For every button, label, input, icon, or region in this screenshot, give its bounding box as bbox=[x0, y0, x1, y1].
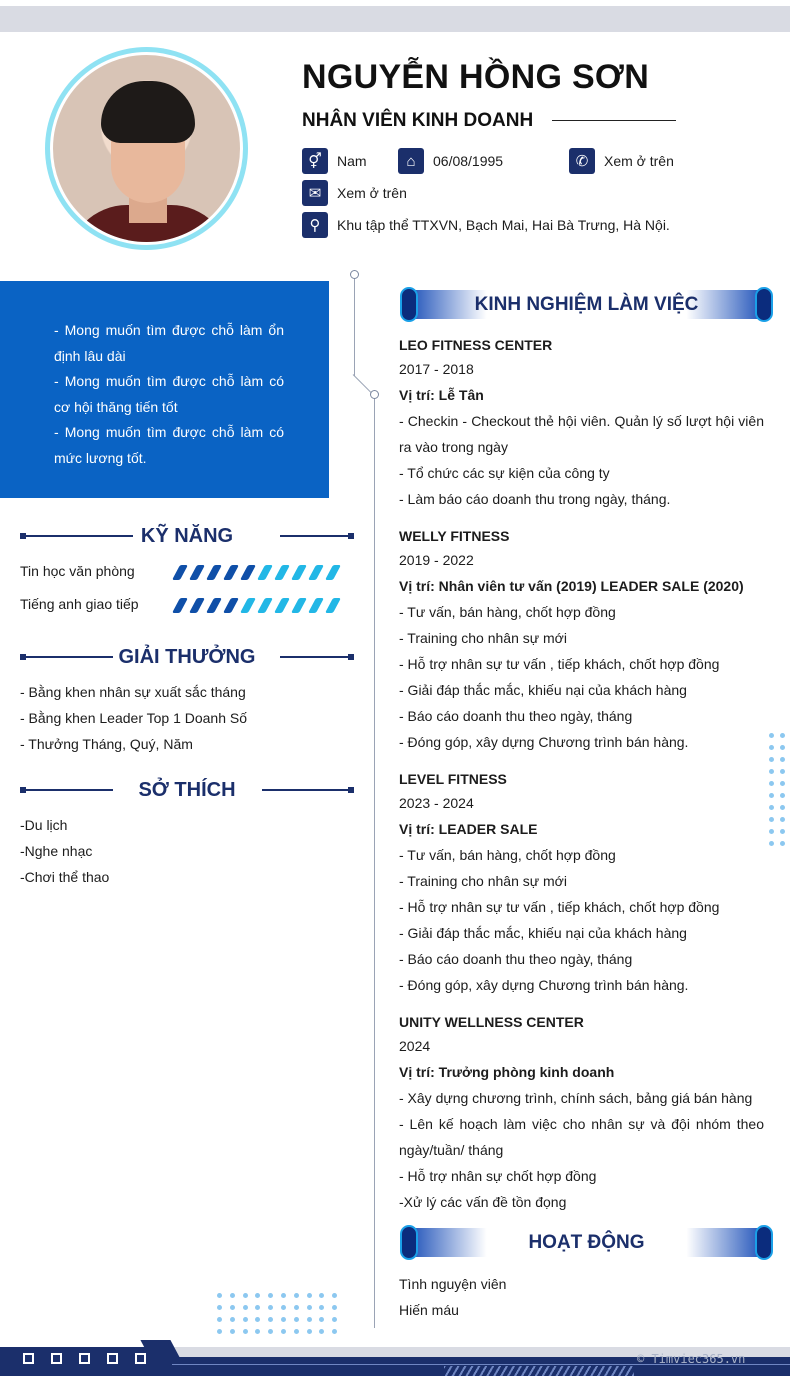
decor-dot bbox=[294, 1317, 299, 1322]
birthday-cake-icon: ⌂ bbox=[398, 148, 424, 174]
skill-bar-filled bbox=[189, 598, 205, 613]
job-years: 2023 - 2024 bbox=[399, 795, 474, 811]
activities-title: HOẠT ĐỘNG bbox=[528, 1232, 645, 1253]
skill-bar-empty bbox=[308, 565, 324, 580]
info-gender bbox=[302, 148, 367, 174]
job-duty: - Lên kế hoạch làm việc cho nhân sự và đội nhóm theo ngày/tuần/ tháng bbox=[399, 1116, 764, 1158]
job-years: 2024 bbox=[399, 1038, 431, 1054]
decor-dot bbox=[281, 1305, 286, 1310]
decor-dot bbox=[294, 1293, 299, 1298]
phone-value: Xem ở trên bbox=[604, 153, 674, 169]
job-company: UNITY WELLNESS CENTER bbox=[399, 1014, 584, 1030]
decor-dot bbox=[217, 1317, 222, 1322]
decor-dots-bottom bbox=[217, 1293, 337, 1334]
decor-dot bbox=[769, 781, 774, 786]
job-duty: - Báo cáo doanh thu theo ngày, tháng bbox=[399, 951, 633, 967]
decor-dot bbox=[780, 757, 785, 762]
list-item: -Chơi thể thao bbox=[20, 869, 110, 885]
skill-bar-empty bbox=[308, 598, 324, 613]
hobbies-title: SỞ THÍCH bbox=[138, 779, 236, 801]
skill-bar-empty bbox=[291, 598, 307, 613]
job-entry bbox=[399, 334, 764, 512]
job-duty: - Làm báo cáo doanh thu trong ngày, tháng. bbox=[399, 491, 671, 507]
job-entry bbox=[399, 1011, 764, 1215]
title-rule bbox=[552, 120, 676, 121]
skill-level-bars bbox=[176, 565, 346, 580]
list-item: -Nghe nhạc bbox=[20, 843, 93, 859]
decor-dot bbox=[780, 829, 785, 834]
job-duty: - Training cho nhân sự mới bbox=[399, 873, 567, 889]
skill-bar-empty bbox=[274, 598, 290, 613]
job-role: Vị trí: Nhân viên tư vấn (2019) LEADER SALE (2020) bbox=[399, 578, 744, 594]
skills-heading bbox=[20, 525, 354, 547]
decor-dot bbox=[769, 841, 774, 846]
timeline-line bbox=[374, 394, 375, 1328]
decor-dot bbox=[780, 793, 785, 798]
decor-dots-right bbox=[769, 733, 785, 846]
job-duty: - Tư vấn, bán hàng, chốt hợp đồng bbox=[399, 604, 616, 620]
skill-bar-filled bbox=[172, 598, 188, 613]
job-entry bbox=[399, 525, 764, 755]
decor-dot bbox=[319, 1305, 324, 1310]
birthday-value: 06/08/1995 bbox=[433, 153, 504, 169]
job-entry bbox=[399, 768, 764, 998]
timeline-upper bbox=[354, 276, 355, 376]
decor-dot bbox=[268, 1329, 273, 1334]
footer-square-icon bbox=[51, 1353, 62, 1364]
awards-heading bbox=[20, 646, 354, 668]
job-company: LEO FITNESS CENTER bbox=[399, 337, 553, 353]
decor-dot bbox=[255, 1293, 260, 1298]
list-item: - Bằng khen Leader Top 1 Doanh Số bbox=[20, 710, 248, 726]
top-band bbox=[0, 6, 790, 32]
decor-dot bbox=[332, 1317, 337, 1322]
candidate-title: NHÂN VIÊN KINH DOANH bbox=[302, 110, 534, 131]
avatar-hair bbox=[101, 81, 195, 143]
job-duty: - Giải đáp thắc mắc, khiếu nại của khách hàng bbox=[399, 682, 687, 698]
decor-dot bbox=[243, 1305, 248, 1310]
decor-dot bbox=[268, 1317, 273, 1322]
decor-dot bbox=[230, 1317, 235, 1322]
decor-dot bbox=[255, 1305, 260, 1310]
objective-item: - Mong muốn tìm được chỗ làm ổn định lâu dài bbox=[54, 322, 284, 364]
location-pin-icon: ⚲ bbox=[302, 212, 328, 238]
list-item: -Du lịch bbox=[20, 817, 68, 833]
decor-dot bbox=[307, 1293, 312, 1298]
footer-stripes bbox=[444, 1366, 634, 1376]
footer-square-icon bbox=[107, 1353, 118, 1364]
decor-dot bbox=[217, 1293, 222, 1298]
decor-dot bbox=[769, 769, 774, 774]
info-email bbox=[302, 180, 407, 206]
list-item: - Thưởng Tháng, Quý, Năm bbox=[20, 736, 193, 752]
job-company: LEVEL FITNESS bbox=[399, 771, 507, 787]
job-company: WELLY FITNESS bbox=[399, 528, 510, 544]
job-role: Vị trí: LEADER SALE bbox=[399, 821, 538, 837]
list-item: Tình nguyện viên bbox=[399, 1276, 507, 1292]
activities-banner bbox=[400, 1225, 773, 1260]
skill-bar-empty bbox=[257, 565, 273, 580]
decor-dot bbox=[769, 829, 774, 834]
job-duty: - Giải đáp thắc mắc, khiếu nại của khách hàng bbox=[399, 925, 687, 941]
skill-bar-filled bbox=[206, 565, 222, 580]
decor-dot bbox=[332, 1329, 337, 1334]
skill-bar-empty bbox=[274, 565, 290, 580]
decor-dot bbox=[217, 1305, 222, 1310]
decor-dot bbox=[243, 1293, 248, 1298]
timeline-node bbox=[370, 390, 379, 399]
decor-dot bbox=[332, 1293, 337, 1298]
job-role: Vị trí: Lễ Tân bbox=[399, 387, 484, 403]
job-duty: - Hỗ trợ nhân sự chốt hợp đồng bbox=[399, 1168, 597, 1184]
decor-dot bbox=[780, 841, 785, 846]
decor-dot bbox=[255, 1329, 260, 1334]
decor-dot bbox=[243, 1317, 248, 1322]
decor-dot bbox=[307, 1329, 312, 1334]
skill-bar-empty bbox=[257, 598, 273, 613]
timeline-node-top bbox=[350, 270, 359, 279]
decor-dot bbox=[769, 757, 774, 762]
list-item: - Bằng khen nhân sự xuất sắc tháng bbox=[20, 684, 246, 700]
decor-dot bbox=[780, 817, 785, 822]
job-duty: - Đóng góp, xây dựng Chương trình bán hàng. bbox=[399, 734, 689, 750]
address-value: Khu tập thể TTXVN, Bạch Mai, Hai Bà Trưng, Hà Nội. bbox=[337, 217, 670, 233]
decor-dot bbox=[307, 1317, 312, 1322]
profile-photo bbox=[45, 47, 248, 250]
job-role: Vị trí: Trưởng phòng kinh doanh bbox=[399, 1064, 615, 1080]
decor-dot bbox=[769, 817, 774, 822]
gender-icon: ⚥ bbox=[302, 148, 328, 174]
decor-dot bbox=[230, 1293, 235, 1298]
hobbies-list bbox=[20, 812, 109, 890]
decor-dot bbox=[319, 1293, 324, 1298]
skill-bar-empty bbox=[240, 598, 256, 613]
decor-dot bbox=[769, 793, 774, 798]
job-years: 2019 - 2022 bbox=[399, 552, 474, 568]
decor-dot bbox=[268, 1293, 273, 1298]
decor-dot bbox=[230, 1329, 235, 1334]
avatar bbox=[50, 52, 243, 245]
footer-square-icon bbox=[135, 1353, 146, 1364]
decor-dot bbox=[243, 1329, 248, 1334]
skill-bar-filled bbox=[189, 565, 205, 580]
decor-dot bbox=[769, 805, 774, 810]
skill-bar-empty bbox=[325, 598, 341, 613]
job-duty: - Đóng góp, xây dựng Chương trình bán hàng. bbox=[399, 977, 689, 993]
skill-bar-filled bbox=[223, 565, 239, 580]
job-duty: - Training cho nhân sự mới bbox=[399, 630, 567, 646]
skills-title: KỸ NĂNG bbox=[140, 525, 234, 547]
job-duty: - Hỗ trợ nhân sự tư vấn , tiếp khách, chốt hợp đồng bbox=[399, 656, 720, 672]
experience-title: KINH NGHIỆM LÀM VIỆC bbox=[474, 294, 699, 315]
decor-dot bbox=[268, 1305, 273, 1310]
job-duty: - Tổ chức các sự kiện của công ty bbox=[399, 465, 610, 481]
job-years: 2017 - 2018 bbox=[399, 361, 474, 377]
info-address bbox=[302, 212, 670, 238]
awards-list bbox=[20, 679, 247, 757]
job-duty: - Checkin - Checkout thẻ hội viên. Quản lý số lượt hội viên ra vào trong ngày bbox=[399, 413, 764, 455]
decor-dot bbox=[294, 1329, 299, 1334]
info-birthday bbox=[398, 148, 503, 174]
info-phone bbox=[569, 148, 674, 174]
gender-value: Nam bbox=[337, 153, 367, 169]
list-item: Hiến máu bbox=[399, 1302, 459, 1318]
hobbies-heading bbox=[20, 779, 354, 801]
skill-bar-filled bbox=[206, 598, 222, 613]
objective-list bbox=[54, 318, 284, 471]
skill-bar-filled bbox=[223, 598, 239, 613]
skill-row bbox=[20, 561, 360, 581]
decor-dot bbox=[780, 805, 785, 810]
decor-dot bbox=[780, 769, 785, 774]
job-duty: - Tư vấn, bán hàng, chốt hợp đồng bbox=[399, 847, 616, 863]
skill-bar-empty bbox=[291, 565, 307, 580]
job-duty: - Hỗ trợ nhân sự tư vấn , tiếp khách, chốt hợp đồng bbox=[399, 899, 720, 915]
decor-dot bbox=[780, 733, 785, 738]
job-duty: -Xử lý các vấn đề tồn đọng bbox=[399, 1194, 567, 1210]
decor-dot bbox=[319, 1317, 324, 1322]
skill-row bbox=[20, 594, 360, 614]
awards-title: GIẢI THƯỞNG bbox=[118, 646, 256, 668]
skill-bar-filled bbox=[240, 565, 256, 580]
phone-icon: ✆ bbox=[569, 148, 595, 174]
skill-label: Tiếng anh giao tiếp bbox=[20, 596, 139, 612]
decor-dot bbox=[769, 745, 774, 750]
decor-dot bbox=[769, 733, 774, 738]
decor-dot bbox=[217, 1329, 222, 1334]
decor-dot bbox=[319, 1329, 324, 1334]
decor-dot bbox=[230, 1305, 235, 1310]
email-value: Xem ở trên bbox=[337, 185, 407, 201]
job-duty: - Báo cáo doanh thu theo ngày, tháng bbox=[399, 708, 633, 724]
job-duty: - Xây dựng chương trình, chính sách, bảng giá bán hàng bbox=[399, 1090, 753, 1106]
decor-dot bbox=[281, 1293, 286, 1298]
skill-label: Tin học văn phòng bbox=[20, 563, 135, 579]
decor-dot bbox=[281, 1317, 286, 1322]
skill-bar-filled bbox=[172, 565, 188, 580]
decor-dot bbox=[332, 1305, 337, 1310]
envelope-icon: ✉ bbox=[302, 180, 328, 206]
decor-dot bbox=[307, 1305, 312, 1310]
objective-item: - Mong muốn tìm được chỗ làm có cơ hội thăng tiến tốt bbox=[54, 373, 284, 415]
decor-dot bbox=[780, 745, 785, 750]
footer-square-icon bbox=[79, 1353, 90, 1364]
decor-dot bbox=[255, 1317, 260, 1322]
decor-dot bbox=[294, 1305, 299, 1310]
objective-item: - Mong muốn tìm được chỗ làm có mức lương tốt. bbox=[54, 424, 284, 466]
decor-dot bbox=[281, 1329, 286, 1334]
decor-dot bbox=[780, 781, 785, 786]
skill-level-bars bbox=[176, 598, 346, 613]
watermark: © Timviec365.vn bbox=[637, 1352, 746, 1366]
experience-banner bbox=[400, 287, 773, 322]
activities-list bbox=[399, 1271, 506, 1323]
candidate-name: NGUYỄN HỒNG SƠN bbox=[302, 58, 650, 96]
footer-square-icon bbox=[23, 1353, 34, 1364]
skill-bar-empty bbox=[325, 565, 341, 580]
